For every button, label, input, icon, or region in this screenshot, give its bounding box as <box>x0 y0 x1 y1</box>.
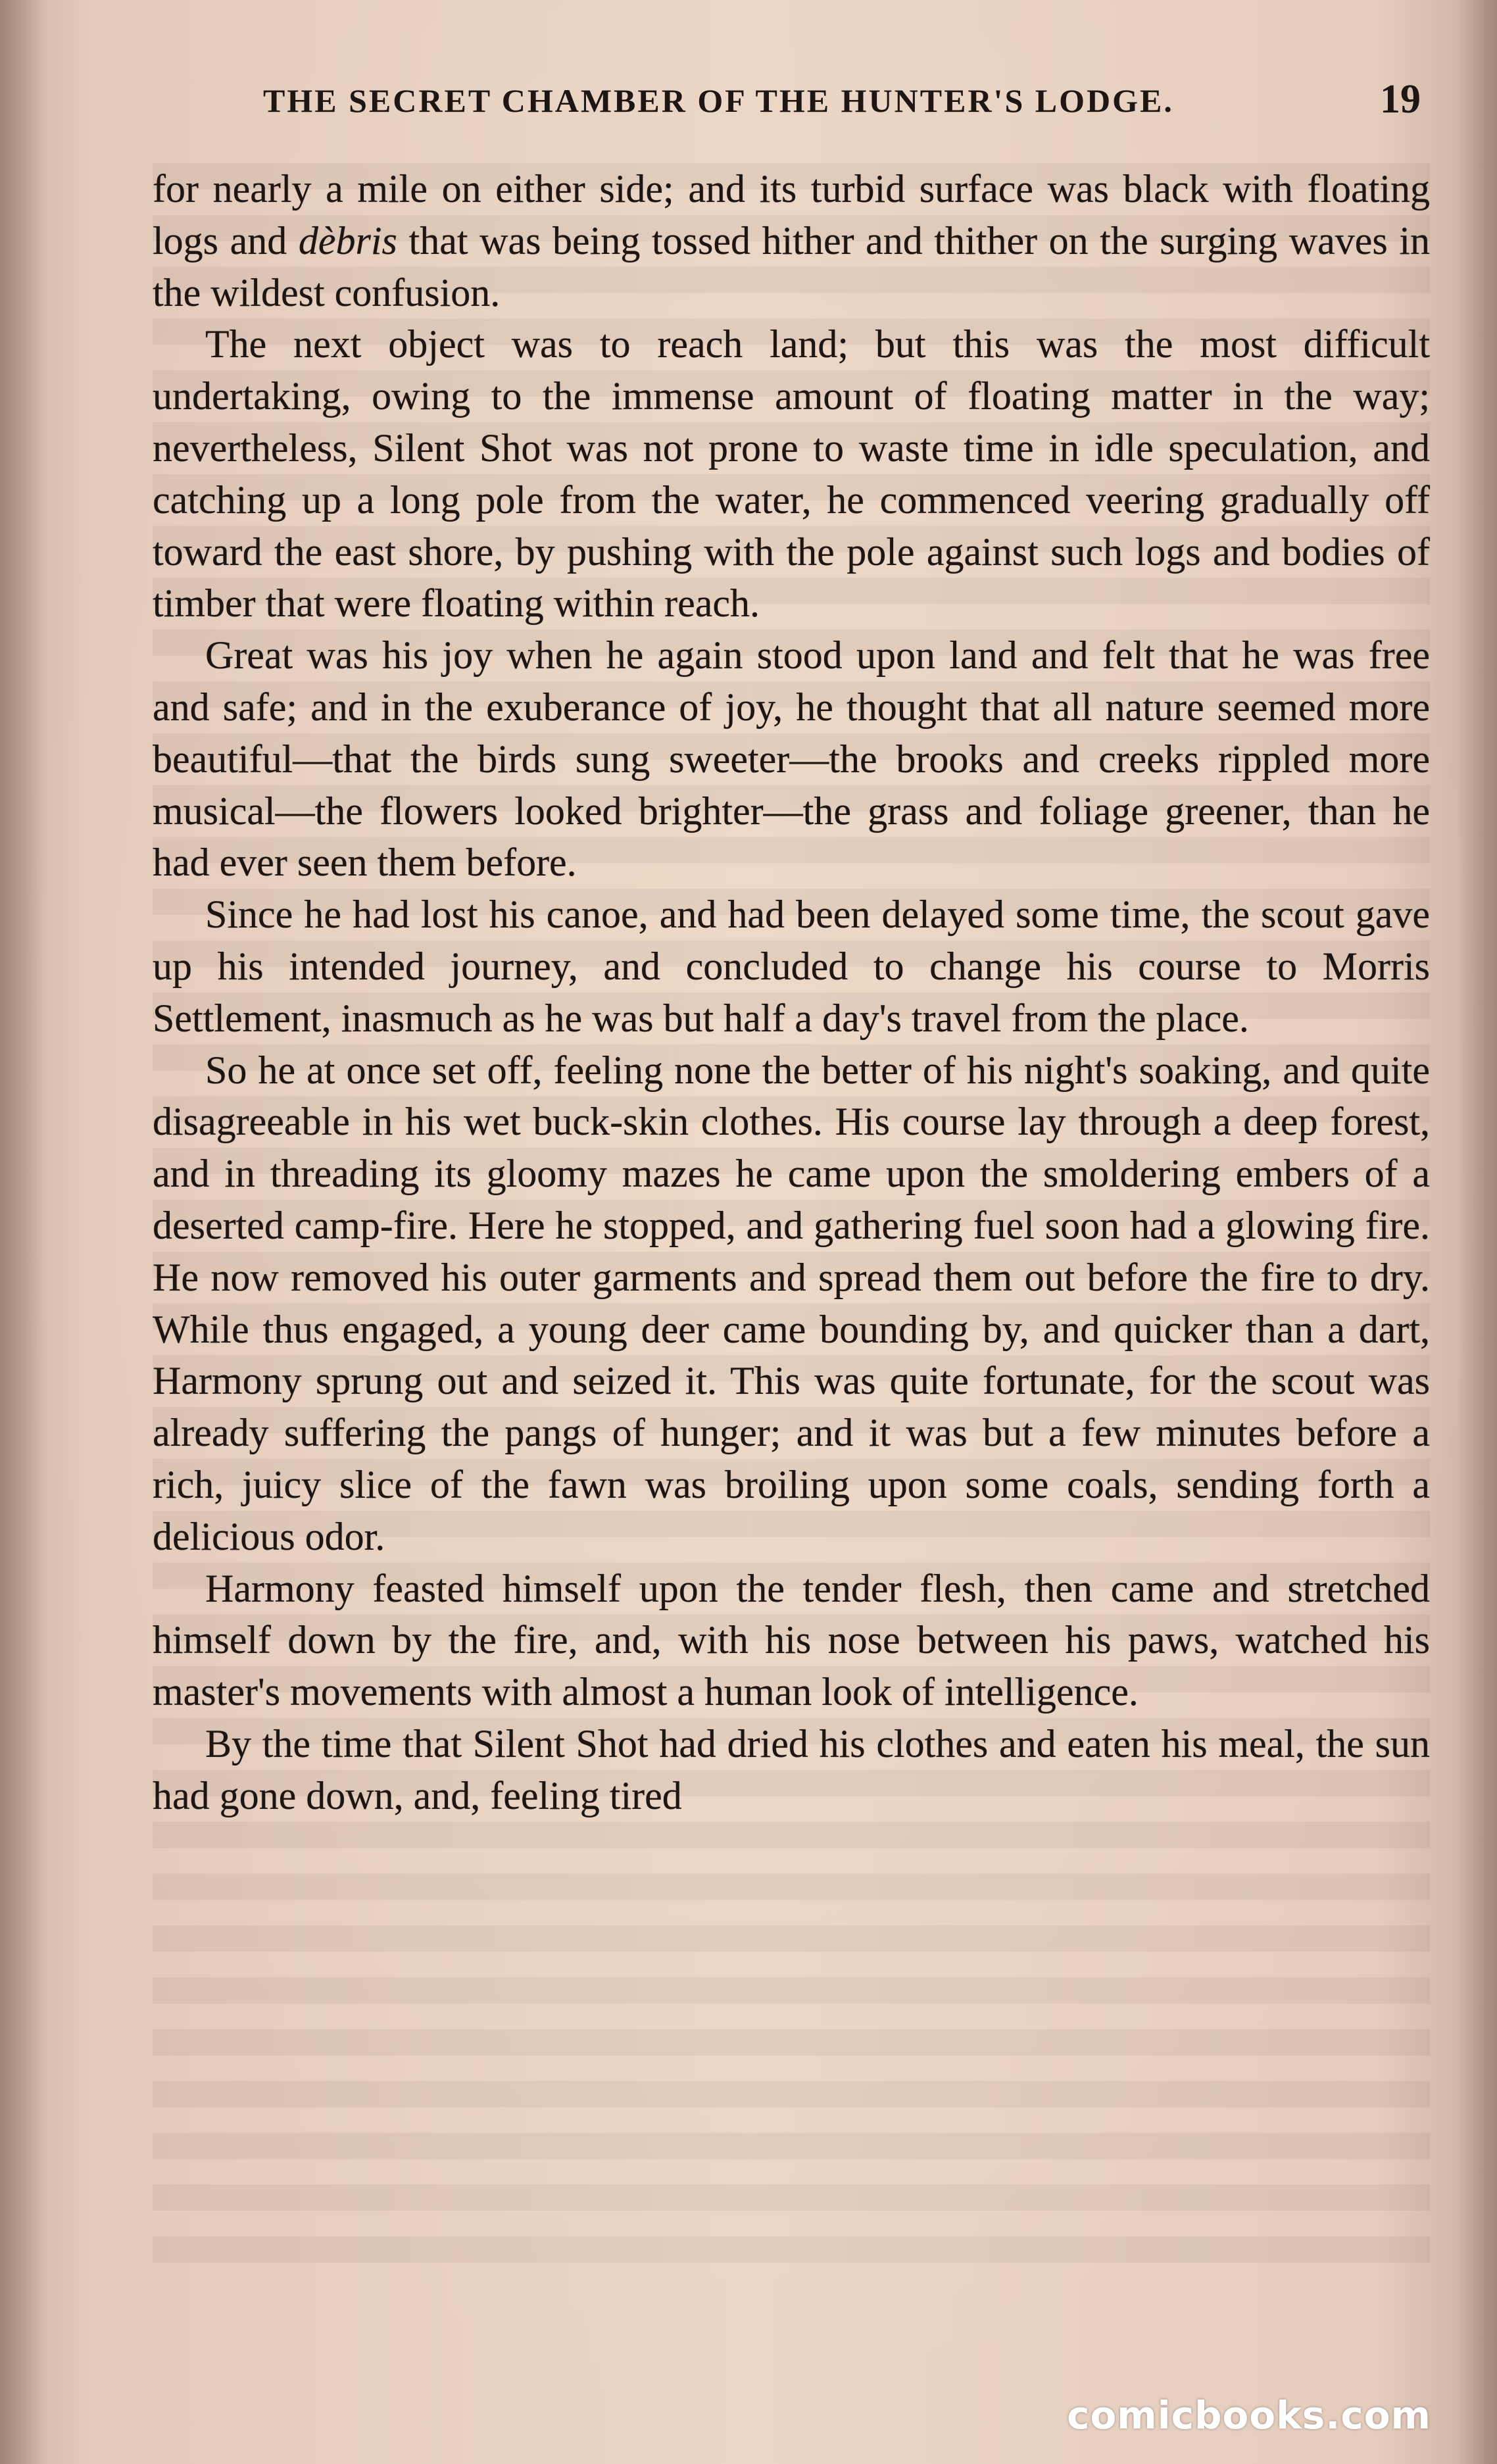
paragraph: So he at once set off, feeling none the better of his night's soaking, and quite disagreeable in his wet buck-skin clothes. His course lay through a deep forest, and in threading its gloomy mazes he came upon the smoldering embers of a deserted camp-fire. Here he stopped, and gathering fuel soon had a glowing fire. He now removed his outer garments and spread them out before the fire to dry. While thus engaged, a young deer came bounding by, and quicker than a dart, Harmony sprung out and seized it. This was quite fortunate, for the scout was already suffering the pangs of hunger; and it was but a few minutes before a rich, juicy slice of the fawn was broiling upon some coals, sending forth a delicious odor. <box>153 1048 1430 1558</box>
paragraph: Harmony feasted himself upon the tender flesh, then came and stretched himself down by the fire, and, with his nose between his paws, watched his master's movements with almost a human look of intelligence. <box>153 1566 1430 1714</box>
watermark: comicbooks.com <box>1067 2393 1431 2438</box>
paragraph: Great was his joy when he again stood upon land and felt that he was free and safe; and in the exuberance of joy, he thought that all nature seemed more beautiful—that the birds sung sweeter—the brooks and creeks rippled more musical—the flowers looked brighter—the grass and foliage greener, than he had ever seen them before. <box>153 633 1430 885</box>
page-edge-shadow-right <box>1458 0 1497 2464</box>
italic-word: dèbris <box>298 218 397 262</box>
paragraph-text: that was being tossed hither and thither on the surging waves in the wildest confusion. <box>153 218 1430 314</box>
paragraph: Since he had lost his canoe, and had been delayed some time, the scout gave up his intended journey, and concluded to change his course to Morris Settlement, inasmuch as he was but half a day's travel from the place. <box>153 893 1430 1040</box>
body-text <box>153 163 1430 1822</box>
page-number: 19 <box>1380 77 1421 122</box>
paragraph <box>153 163 1430 318</box>
running-head: THE SECRET CHAMBER OF THE HUNTER'S LODGE. <box>263 82 1174 119</box>
paragraph: The next object was to reach land; but this was the most difficult undertaking, owing to the immense amount of floating matter in the way; nevertheless, Silent Shot was not prone to waste time in idle speculation, and catching up a long pole from the water, he commenced veering gradually off toward the east shore, by pushing with the pole against such logs and bodies of timber that were floating within reach. <box>153 322 1430 626</box>
page-edge-shadow-left <box>0 0 46 2464</box>
paragraph: By the time that Silent Shot had dried his clothes and eaten his meal, the sun had gone down, and, feeling tired <box>153 1721 1430 1817</box>
paragraph-text: for nearly a mile on either side; and its turbid surface was black with floating logs and <box>153 167 1430 262</box>
page-header <box>263 66 1434 138</box>
